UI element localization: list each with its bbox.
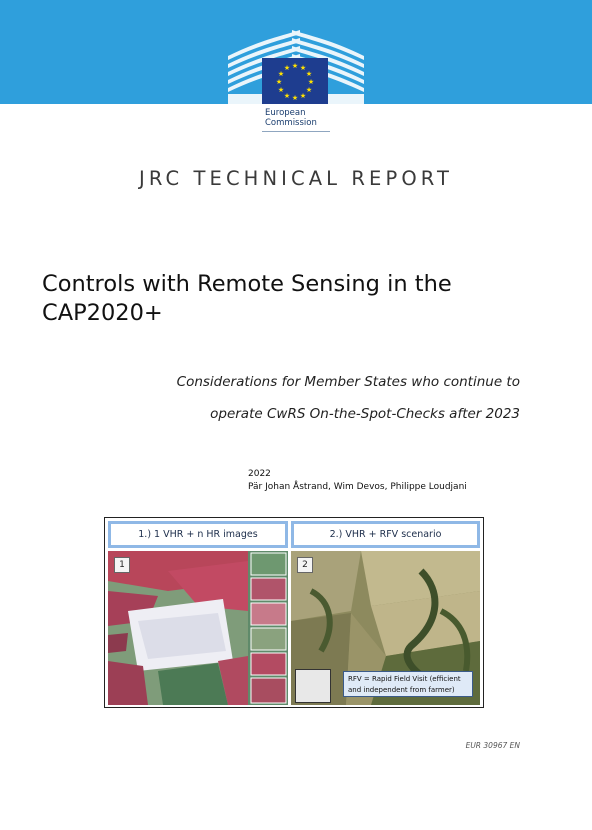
publication-year: 2022 bbox=[248, 469, 271, 479]
subtitle-line2: operate CwRS On-the-Spot-Checks after 2023 bbox=[210, 406, 520, 422]
organisation-underline bbox=[262, 131, 330, 132]
panel2-title: 2.) VHR + RFV scenario bbox=[291, 521, 480, 548]
title-line2: CAP2020+ bbox=[42, 300, 163, 326]
svg-text:★: ★ bbox=[307, 78, 315, 86]
rfv-caption bbox=[343, 671, 473, 697]
svg-text:★: ★ bbox=[299, 64, 307, 72]
svg-text:★: ★ bbox=[275, 78, 283, 86]
panel1-number: 1 bbox=[114, 557, 130, 573]
svg-text:★: ★ bbox=[277, 70, 285, 78]
field-form-inset bbox=[295, 669, 331, 703]
panel1-title: 1.) 1 VHR + n HR images bbox=[108, 521, 288, 548]
eu-flag-icon bbox=[262, 58, 328, 104]
header-band bbox=[0, 0, 592, 104]
panel2-aerial-image bbox=[291, 551, 480, 705]
panel2-number: 2 bbox=[297, 557, 313, 573]
title-line1: Controls with Remote Sensing in the bbox=[42, 271, 452, 297]
subtitle-line1: Considerations for Member States who continue to bbox=[176, 374, 520, 390]
panel1-satellite-image bbox=[108, 551, 288, 705]
svg-text:★: ★ bbox=[305, 70, 313, 78]
authors: Pär Johan Åstrand, Wim Devos, Philippe Loudjani bbox=[248, 482, 467, 492]
report-number: EUR 30967 EN bbox=[465, 741, 520, 750]
caption-line2: and independent from farmer) bbox=[348, 686, 455, 694]
caption-line1: RFV = Rapid Field Visit (efficient bbox=[348, 675, 461, 683]
svg-text:★: ★ bbox=[291, 94, 299, 102]
organisation-name bbox=[265, 108, 317, 128]
report-title bbox=[42, 270, 542, 328]
organisation-line2: Commission bbox=[265, 118, 317, 128]
series-label: JRC TECHNICAL REPORT bbox=[138, 167, 454, 190]
svg-text:★: ★ bbox=[291, 62, 299, 70]
ec-building-logo bbox=[0, 0, 592, 104]
svg-text:★: ★ bbox=[283, 92, 291, 100]
svg-text:★: ★ bbox=[299, 92, 307, 100]
svg-text:★: ★ bbox=[305, 86, 313, 94]
organisation-line1: European bbox=[265, 108, 306, 118]
cover-figure bbox=[104, 517, 484, 708]
svg-text:★: ★ bbox=[283, 64, 291, 72]
svg-text:★: ★ bbox=[277, 86, 285, 94]
